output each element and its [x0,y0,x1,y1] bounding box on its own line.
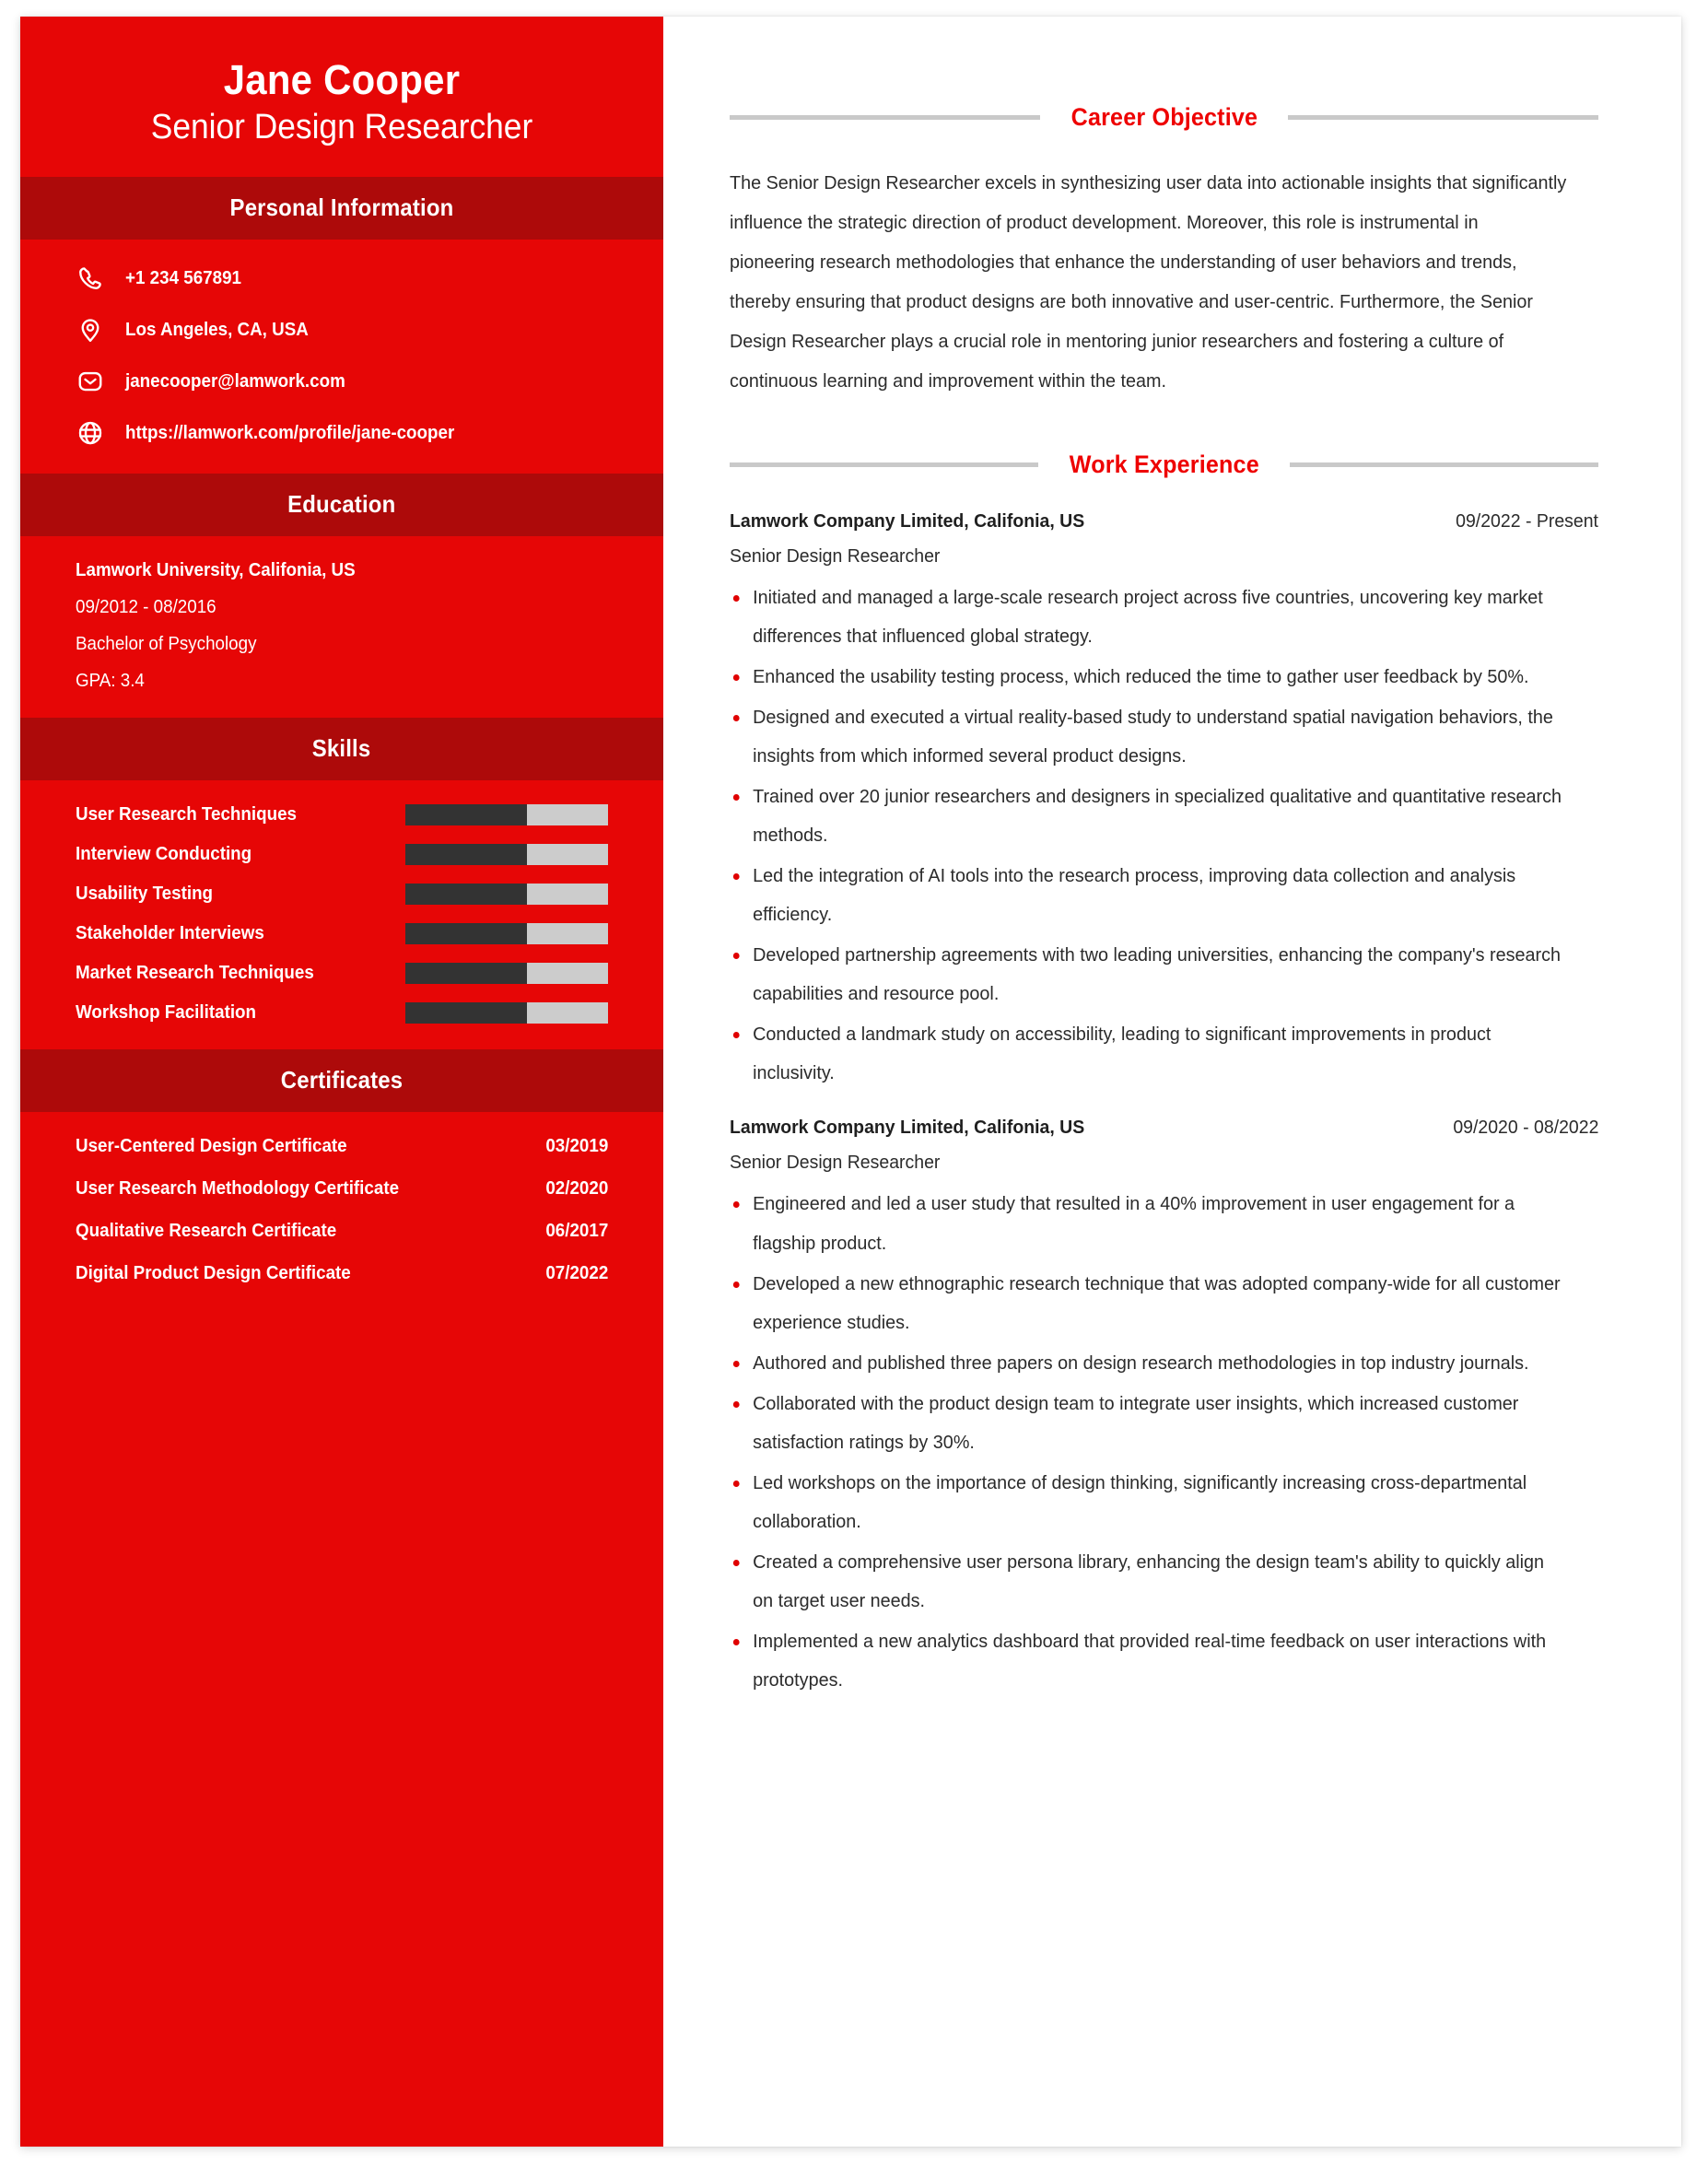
certificate-date: 06/2017 [545,1220,608,1241]
work-bullet: Designed and executed a virtual reality-based study to understand spatial navigation behaviors, the insights from which informed several product designs. [730,698,1568,776]
skill-level-fill [405,923,527,944]
skill-level-bar [405,884,608,905]
skill-row [76,884,608,905]
skill-level-bar [405,804,608,825]
skill-level-fill [405,963,527,984]
sidebar [20,17,663,2147]
job-dates: 09/2022 - Present [1456,510,1598,533]
skill-label: Stakeholder Interviews [76,922,264,943]
skill-row [76,804,608,825]
work-bullet: Conducted a landmark study on accessibility, leading to significant improvements in product inclusivity. [730,1015,1568,1093]
skill-label: Usability Testing [76,883,214,904]
education-degree: Bachelor of Psychology [76,633,257,654]
section-header-personal-information [20,177,663,240]
divider-left [730,462,1038,467]
job-title-subtitle: Senior Design Researcher [150,108,533,147]
skill-level-bar [405,963,608,984]
job-company: Lamwork Company Limited, Califonia, US [730,510,1085,533]
certificate-name: User Research Methodology Certificate [76,1177,400,1199]
education-gpa: GPA: 3.4 [76,670,145,691]
certificate-date: 02/2020 [545,1177,608,1199]
page-title: Jane Cooper [223,56,461,103]
contact-value: Los Angeles, CA, USA [125,319,309,340]
divider-right [1290,462,1598,467]
skill-row [76,923,608,944]
certificate-name: Digital Product Design Certificate [76,1262,351,1283]
work-bullet: Trained over 20 junior researchers and designers in specialized qualitative and quantitative research methods. [730,778,1568,855]
certificate-row [76,1178,608,1200]
work-experience-entry [730,1117,1598,1699]
skill-level-fill [405,804,527,825]
section-title: Personal Information [229,193,454,221]
education-body [20,536,663,718]
work-bullet: Created a comprehensive user persona library, enhancing the design team's ability to quickly align on target user needs. [730,1543,1568,1621]
education-dates: 09/2012 - 08/2016 [76,596,216,617]
certificate-date: 03/2019 [545,1135,608,1156]
section-header-education [20,474,663,536]
contact-row[interactable] [76,263,608,293]
name-header [20,17,663,177]
work-bullet: Led the integration of AI tools into the research process, improving data collection and analysis efficiency. [730,857,1568,934]
job-header [730,510,1598,533]
divider-left [730,115,1040,120]
main-column [663,17,1681,2147]
skill-level-bar [405,844,608,865]
section-header-career-objective [730,103,1598,132]
work-experience-list [730,510,1598,1699]
work-bullet: Implemented a new analytics dashboard that provided real-time feedback on user interactions with prototypes. [730,1622,1568,1700]
job-role: Senior Design Researcher [730,545,941,568]
certificate-name: User-Centered Design Certificate [76,1135,347,1156]
contact-value: https://lamwork.com/profile/jane-cooper [125,422,455,443]
skill-label: Market Research Techniques [76,962,314,983]
section-header-work-experience [730,451,1598,479]
skill-row [76,963,608,984]
job-bullet-list [730,579,1598,1093]
skill-level-fill [405,1002,527,1024]
divider-right [1288,115,1598,120]
skill-label: User Research Techniques [76,803,297,825]
location-pin-icon [76,315,105,345]
contact-row[interactable] [76,418,608,448]
section-title: Skills [312,733,371,762]
section-header-certificates [20,1049,663,1112]
skill-level-bar [405,923,608,944]
skill-level-fill [405,844,527,865]
certificates-body [20,1112,663,1310]
globe-icon [76,418,105,448]
certificate-date: 07/2022 [545,1262,608,1283]
job-header [730,1117,1598,1139]
section-title: Certificates [280,1065,404,1094]
contact-row[interactable] [76,315,608,345]
work-experience-entry [730,510,1598,1093]
job-bullet-list [730,1185,1598,1699]
work-bullet: Engineered and led a user study that resulted in a 40% improvement in user engagement for a flagship product. [730,1185,1568,1262]
section-title: Work Experience [1069,451,1259,479]
skill-row [76,844,608,865]
certificate-row [76,1136,608,1157]
skill-row [76,1002,608,1024]
email-icon [76,367,105,396]
skill-level-fill [405,884,527,905]
certificate-row [76,1221,608,1242]
contact-row[interactable] [76,367,608,396]
skills-body [20,780,663,1049]
work-bullet: Collaborated with the product design team to integrate user insights, which increased customer satisfaction ratings by 30%. [730,1385,1568,1462]
section-title: Career Objective [1070,103,1258,131]
skill-label: Workshop Facilitation [76,1001,257,1023]
work-bullet: Led workshops on the importance of design thinking, significantly increasing cross-departmental collaboration. [730,1464,1568,1541]
career-objective-text: The Senior Design Researcher excels in synthesizing user data into actionable insights that significantly influence the strategic direction of product development. Moreover, this role is instrumental in pioneering research methodologies that enhance the understanding of user behaviors and trends, thereby ensuring that product designs are both innovative and user-centric. Furthermore, the Senior Design Researcher plays a crucial role in mentoring junior researchers and fostering a culture of continuous learning and improvement within the team. [730,172,1567,392]
work-bullet: Enhanced the usability testing process, which reduced the time to gather user feedback by 50%. [730,658,1568,696]
section-header-skills [20,718,663,780]
section-title: Education [287,489,396,518]
skill-level-bar [405,1002,608,1024]
phone-icon [76,263,105,293]
job-dates: 09/2020 - 08/2022 [1452,1117,1598,1139]
education-school: Lamwork University, Califonia, US [76,559,356,580]
certificate-row [76,1263,608,1284]
job-company: Lamwork Company Limited, Califonia, US [730,1117,1085,1139]
work-bullet: Initiated and managed a large-scale research project across five countries, uncovering key market differences that influenced global strategy. [730,579,1568,656]
skill-label: Interview Conducting [76,843,252,864]
contact-value: +1 234 567891 [125,267,241,288]
certificate-name: Qualitative Research Certificate [76,1220,337,1241]
resume-page [20,17,1681,2147]
contact-value: janecooper@lamwork.com [125,370,345,392]
work-bullet: Developed partnership agreements with two leading universities, enhancing the company's research capabilities and resource pool. [730,936,1568,1013]
personal-information-body [20,240,663,474]
work-bullet: Authored and published three papers on design research methodologies in top industry journals. [730,1344,1568,1383]
job-role: Senior Design Researcher [730,1152,941,1174]
work-bullet: Developed a new ethnographic research technique that was adopted company-wide for all customer experience studies. [730,1265,1568,1342]
